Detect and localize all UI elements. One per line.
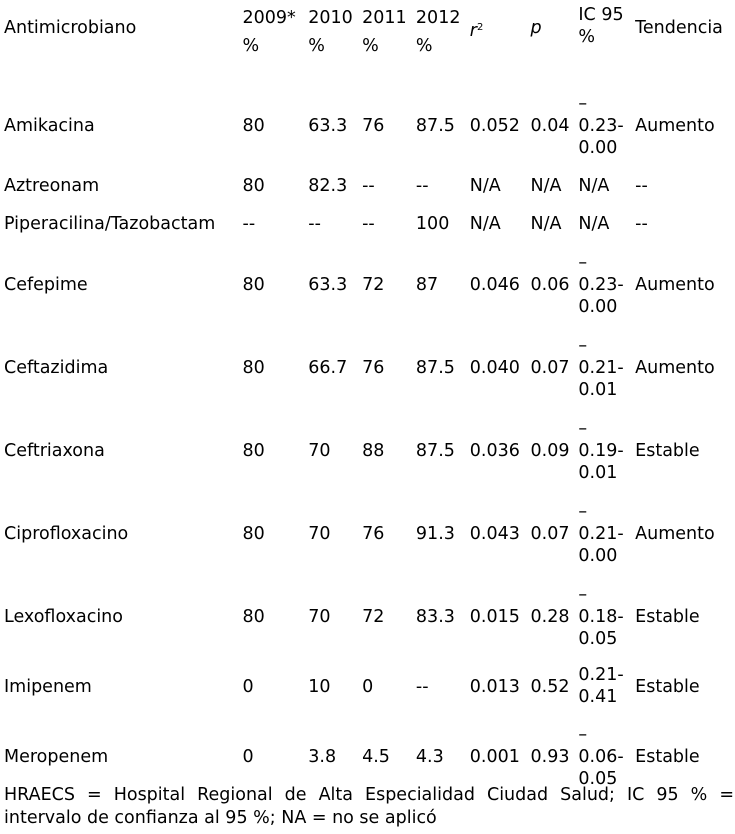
cell-2012: 87 [415, 274, 439, 295]
cell-ic95: – 0.19- 0.01 [578, 418, 624, 483]
cell-tendencia: Estable [635, 440, 700, 461]
cell-2010: 70 [308, 523, 331, 544]
cell-ic95: – 0.06- 0.05 [578, 724, 624, 789]
cell-ic95: – 0.21- 0.01 [578, 335, 624, 400]
cell-p: N/A [530, 176, 562, 196]
cell-tendencia: Estable [635, 676, 700, 697]
cell-2011: 76 [362, 357, 385, 378]
cell-r-squared: 0.040 [469, 357, 520, 378]
cell-2011: 76 [362, 115, 385, 136]
cell-2009: 80 [242, 115, 265, 136]
cell-2012: 87.5 [415, 357, 455, 378]
cell-2011: 72 [362, 606, 385, 627]
cell-antimicrobiano: Meropenem [4, 746, 109, 767]
cell-p: 0.06 [530, 274, 570, 295]
cell-2009: 80 [242, 606, 265, 627]
cell-r-squared: 0.015 [469, 606, 520, 627]
header-ic95: IC 95 % [578, 5, 624, 47]
cell-2009: 0 [242, 676, 254, 697]
cell-antimicrobiano: Lexofloxacino [4, 606, 123, 627]
antimicrobial-resistance-table [2, 4, 735, 798]
cell-r-squared: 0.001 [469, 746, 520, 767]
cell-2010: 82.3 [308, 176, 348, 196]
header-2010: 2010 % [308, 8, 353, 56]
cell-antimicrobiano: Ceftazidima [4, 357, 109, 378]
cell-2010: 10 [308, 676, 331, 697]
cell-2009: 80 [242, 523, 265, 544]
cell-ic95: N/A [578, 176, 610, 196]
cell-r-squared: 0.052 [469, 115, 520, 136]
cell-tendencia: Aumento [635, 115, 715, 136]
cell-tendencia: Estable [635, 746, 700, 767]
cell-tendencia: -- [635, 214, 648, 234]
cell-2010: 70 [308, 606, 331, 627]
cell-ic95: – 0.21- 0.00 [578, 501, 624, 566]
cell-antimicrobiano: Ceftriaxona [4, 440, 105, 461]
cell-tendencia: Aumento [635, 274, 715, 295]
table-row [2, 205, 735, 243]
cell-p: N/A [530, 214, 562, 234]
cell-antimicrobiano: Imipenem [4, 676, 92, 697]
cell-2012: 87.5 [415, 440, 455, 461]
cell-2009: 0 [242, 746, 254, 767]
table-row [2, 575, 735, 658]
cell-2012: 91.3 [415, 523, 455, 544]
cell-2011: 76 [362, 523, 385, 544]
cell-p: 0.07 [530, 357, 570, 378]
cell-2012: -- [415, 176, 429, 196]
table-header-row [2, 4, 735, 84]
cell-2011: 0 [362, 676, 374, 697]
cell-antimicrobiano: Ciprofloxacino [4, 523, 129, 544]
cell-r-squared: 0.013 [469, 676, 520, 697]
cell-tendencia: Estable [635, 606, 700, 627]
cell-2012: 100 [415, 214, 450, 234]
cell-p: 0.93 [530, 746, 570, 767]
cell-ic95: N/A [578, 214, 610, 234]
table-row [2, 492, 735, 575]
cell-2012: 4.3 [415, 746, 444, 767]
cell-2012: -- [415, 676, 429, 697]
cell-ic95: – 0.23- 0.00 [578, 252, 624, 317]
table-row [2, 658, 735, 715]
cell-2009: 80 [242, 440, 265, 461]
cell-tendencia: Aumento [635, 523, 715, 544]
header-2012: 2012 % [415, 8, 461, 56]
cell-p: 0.07 [530, 523, 570, 544]
cell-r-squared: 0.046 [469, 274, 520, 295]
cell-antimicrobiano: Aztreonam [4, 176, 100, 196]
cell-ic95: – 0.18- 0.05 [578, 584, 624, 649]
header-tendencia: Tendencia [635, 18, 723, 38]
cell-p: 0.52 [530, 676, 570, 697]
cell-2010: -- [308, 214, 321, 234]
cell-tendencia: Aumento [635, 357, 715, 378]
cell-p: 0.28 [530, 606, 570, 627]
cell-ic95: – 0.23- 0.00 [578, 93, 624, 158]
cell-2011: -- [362, 214, 375, 234]
cell-2010: 63.3 [308, 115, 348, 136]
cell-p: 0.09 [530, 440, 570, 461]
cell-antimicrobiano: Cefepime [4, 274, 88, 295]
cell-2011: 4.5 [362, 746, 390, 767]
cell-p: 0.04 [530, 115, 570, 136]
table-row [2, 326, 735, 409]
cell-antimicrobiano: Piperacilina/Tazobactam [4, 214, 216, 234]
header-r-squared: $r^2$ [469, 21, 484, 41]
cell-2009: -- [242, 214, 256, 234]
table-footnote: HRAECS = Hospital Regional de Alta Especialidad Ciudad Salud; IC 95 % = intervalo de confianza al 95 %; NA = no se aplicó [4, 785, 734, 828]
cell-r-squared: N/A [469, 214, 501, 234]
cell-2012: 83.3 [415, 606, 455, 627]
header-antimicrobiano: Antimicrobiano [4, 18, 137, 38]
cell-r-squared: 0.036 [469, 440, 520, 461]
cell-r-squared: 0.043 [469, 523, 520, 544]
cell-2009: 80 [242, 176, 265, 196]
table-row [2, 243, 735, 326]
cell-tendencia: -- [635, 176, 648, 196]
header-p: p [530, 18, 542, 38]
cell-2010: 63.3 [308, 274, 348, 295]
table-row [2, 167, 735, 205]
cell-2010: 66.7 [308, 357, 348, 378]
cell-2010: 70 [308, 440, 331, 461]
cell-2011: -- [362, 176, 375, 196]
cell-ic95: 0.21- 0.41 [578, 665, 624, 707]
cell-r-squared: N/A [469, 176, 501, 196]
table-row [2, 409, 735, 492]
cell-2009: 80 [242, 274, 265, 295]
cell-2010: 3.8 [308, 746, 337, 767]
table-row [2, 84, 735, 167]
header-2011: 2011 % [362, 8, 407, 56]
header-2009: 2009* % [242, 8, 296, 56]
cell-2012: 87.5 [415, 115, 455, 136]
cell-antimicrobiano: Amikacina [4, 115, 95, 136]
cell-2011: 72 [362, 274, 385, 295]
cell-2011: 88 [362, 440, 385, 461]
cell-2009: 80 [242, 357, 265, 378]
